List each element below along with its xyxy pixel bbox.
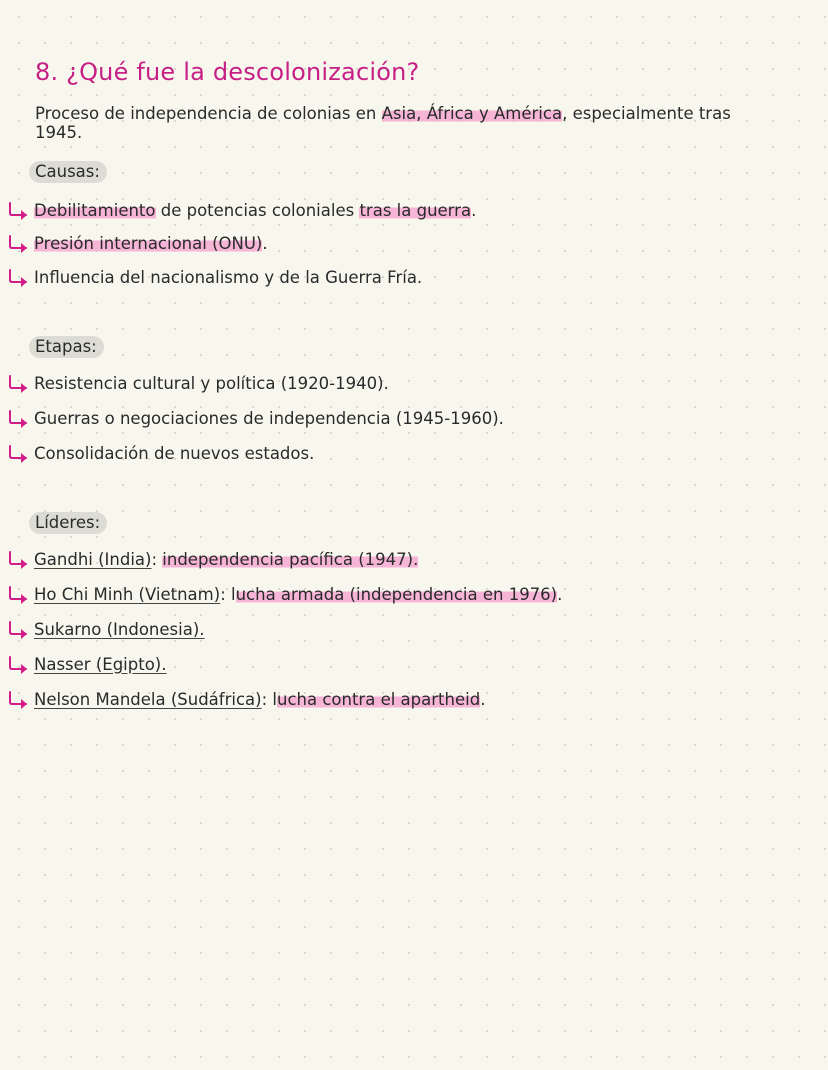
- section-label-etapas: Etapas:: [29, 336, 104, 358]
- list-item-text: [34, 690, 485, 709]
- leader-name: Nasser (Egipto).: [34, 654, 167, 674]
- plain-text: l: [272, 689, 277, 709]
- hooked-arrow-icon: [6, 199, 34, 221]
- hooked-arrow-icon: [6, 232, 34, 254]
- section-label-lideres: Líderes:: [29, 512, 107, 534]
- highlight-text: ucha contra el apartheid: [277, 689, 481, 709]
- leader-name: Nelson Mandela (Sudáfrica): [34, 689, 262, 709]
- highlight-text: Debilitamiento: [34, 200, 156, 220]
- list-item: [6, 231, 268, 255]
- list-item: [6, 687, 485, 711]
- highlight-text: tras la guerra: [359, 200, 472, 220]
- hooked-arrow-icon: [6, 442, 34, 464]
- plain-text: .: [262, 233, 268, 253]
- list-item-text: [34, 620, 205, 639]
- list-item-text: [34, 585, 562, 604]
- list-item-text: [34, 234, 268, 253]
- section-label-causas: Causas:: [29, 161, 107, 183]
- intro-highlight: Asia, África y América: [381, 104, 563, 123]
- list-item-text: Resistencia cultural y política (1920-1940).: [34, 373, 389, 393]
- list-item-text: [34, 655, 166, 674]
- list-item: [6, 198, 476, 222]
- hooked-arrow-icon: [6, 372, 34, 394]
- plain-text: .: [557, 584, 563, 604]
- highlight-text: Presión internacional (ONU): [34, 233, 263, 253]
- list-item: [6, 582, 562, 606]
- plain-text: .: [480, 689, 486, 709]
- list-item-text: [34, 550, 418, 569]
- list-item-text: [34, 201, 476, 220]
- list-item: [6, 371, 389, 395]
- hooked-arrow-icon: [6, 266, 34, 288]
- page-title: 8. ¿Qué fue la descolonización?: [35, 58, 420, 86]
- plain-text: de potencias coloniales: [155, 200, 360, 220]
- list-item: [6, 441, 314, 465]
- list-item-text: Influencia del nacionalismo y de la Guerra Fría.: [34, 267, 423, 287]
- plain-text: .: [471, 200, 477, 220]
- plain-text: :: [220, 584, 231, 604]
- hooked-arrow-icon: [6, 583, 34, 605]
- list-item: [6, 547, 418, 571]
- list-item: [6, 265, 422, 289]
- intro-paragraph: [35, 104, 775, 142]
- leader-name: Gandhi (India): [34, 549, 152, 569]
- leader-name: Sukarno (Indonesia).: [34, 619, 205, 639]
- highlight-text: ucha armada (independencia en 1976): [235, 584, 558, 604]
- list-item-text: Guerras o negociaciones de independencia (1945-1960).: [34, 408, 504, 428]
- hooked-arrow-icon: [6, 407, 34, 429]
- list-item: [6, 652, 166, 676]
- plain-text: :: [261, 689, 273, 709]
- list-item-text: Consolidación de nuevos estados.: [34, 443, 315, 463]
- hooked-arrow-icon: [6, 618, 34, 640]
- highlight-text: independencia pacífica (1947).: [162, 549, 419, 569]
- hooked-arrow-icon: [6, 688, 34, 710]
- plain-text: l: [231, 584, 236, 604]
- plain-text: :: [151, 549, 163, 569]
- leader-name: Ho Chi Minh (Vietnam): [34, 584, 221, 604]
- intro-text-before: Proceso de independencia de colonias en: [35, 104, 382, 123]
- intro-text-after: , especialmente tras 1945.: [35, 104, 731, 142]
- list-item: [6, 406, 504, 430]
- hooked-arrow-icon: [6, 653, 34, 675]
- list-item: [6, 617, 205, 641]
- hooked-arrow-icon: [6, 548, 34, 570]
